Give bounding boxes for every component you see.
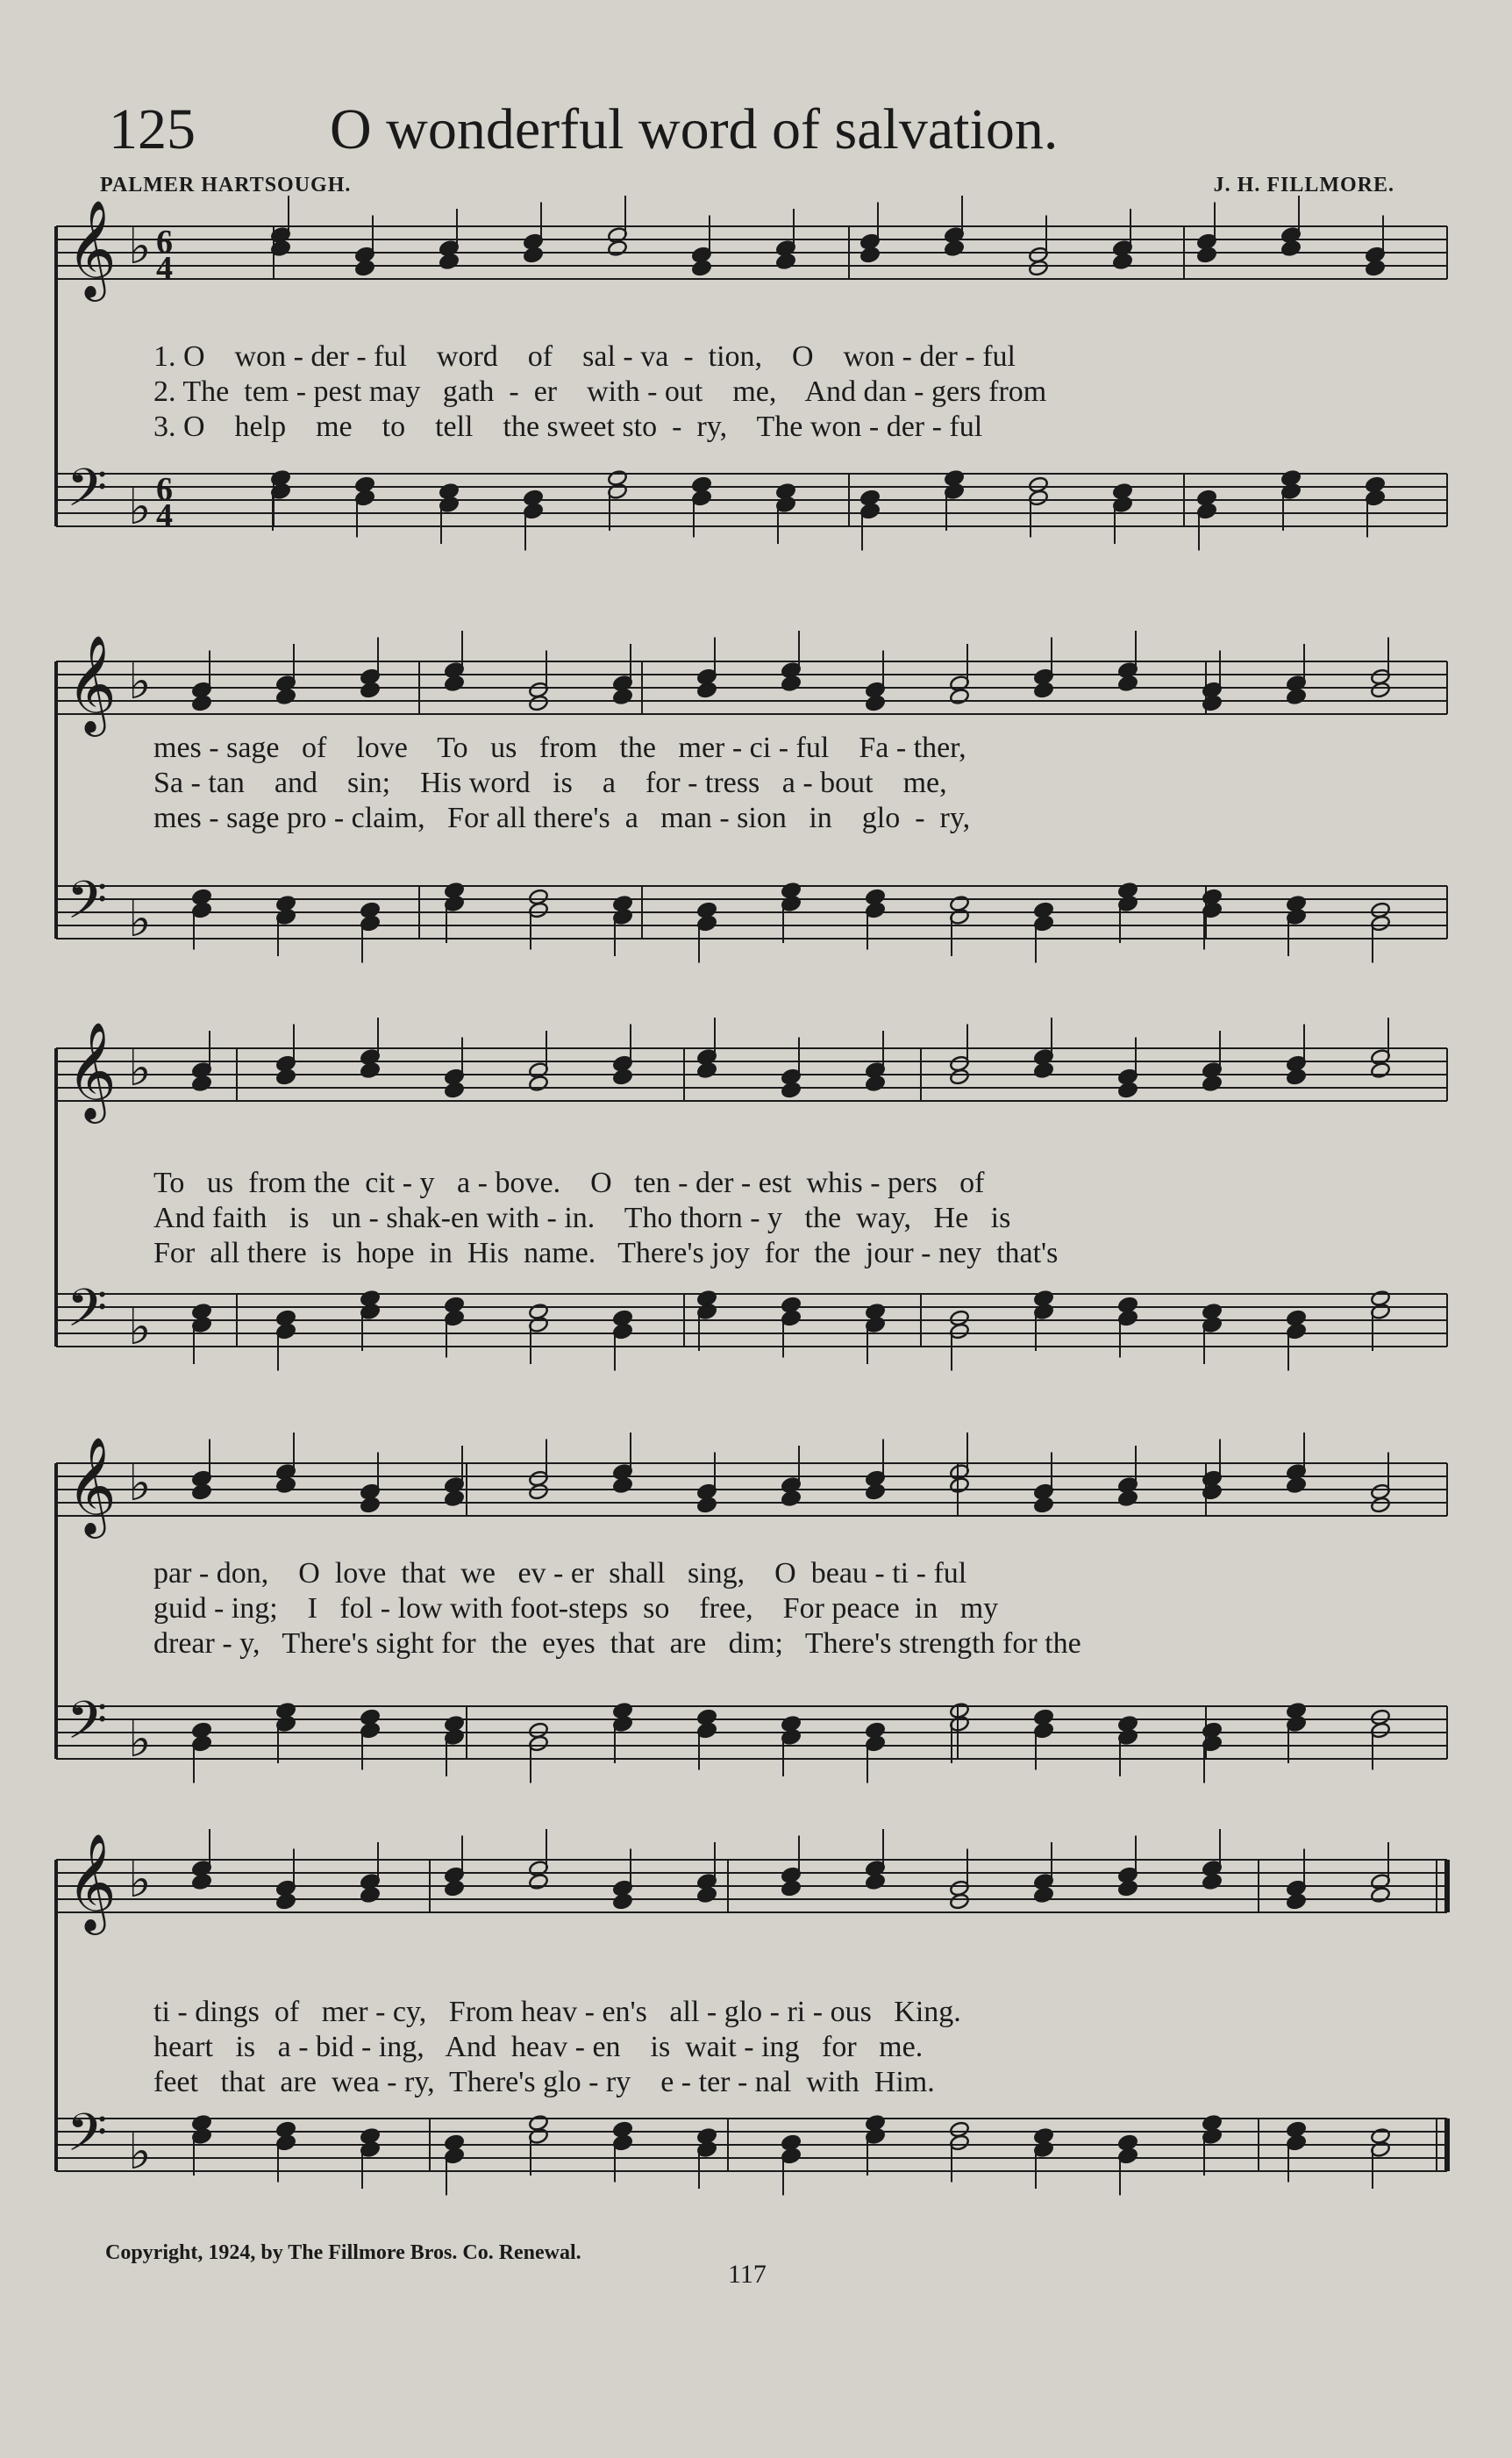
note-head	[696, 1886, 717, 1904]
treble-clef: 𝄞	[67, 634, 117, 732]
lyric-line: mes - sage of love To us from the mer - ci - ful Fa - ther,	[153, 732, 966, 764]
flat-sign: ♭	[128, 1711, 152, 1768]
note-head	[191, 1483, 212, 1501]
note-head	[696, 682, 717, 699]
flat-sign: ♭	[128, 2124, 152, 2181]
note-head	[1370, 1497, 1391, 1514]
lyric-line: For all there is hope in His name. There's joy for the jour - ney that's	[153, 1237, 1059, 1269]
time-signature-top: 6	[156, 471, 173, 508]
note-head	[354, 260, 375, 277]
note-head	[275, 1476, 296, 1494]
note-head	[444, 1082, 465, 1099]
note-head	[1117, 1490, 1138, 1507]
note-head	[1028, 260, 1049, 277]
note-head	[865, 1075, 886, 1092]
treble-clef: 𝄞	[67, 199, 117, 297]
note-head	[775, 253, 796, 270]
note-head	[1117, 675, 1138, 692]
note-head	[696, 1061, 717, 1079]
note-head	[781, 1880, 802, 1897]
author-credit: PALMER HARTSOUGH.	[100, 174, 352, 196]
note-head	[944, 239, 965, 257]
flat-sign: ♭	[128, 1299, 152, 1356]
note-head	[191, 1075, 212, 1092]
lyric-line: Sa - tan and sin; His word is a for - tress a - bout me,	[153, 767, 947, 799]
note-head	[1033, 1061, 1054, 1079]
note-head	[528, 1873, 549, 1890]
note-head	[528, 1483, 549, 1501]
note-head	[1117, 1880, 1138, 1897]
flat-sign: ♭	[128, 218, 152, 275]
note-head	[865, 695, 886, 712]
bass-clef: 𝄢	[67, 2102, 108, 2176]
note-head	[1286, 688, 1307, 705]
note-head	[1202, 695, 1223, 712]
note-head	[360, 1497, 381, 1514]
note-head	[1117, 1082, 1138, 1099]
note-head	[1370, 1886, 1391, 1904]
flat-sign: ♭	[128, 1455, 152, 1512]
time-signature-top: 6	[156, 224, 173, 261]
note-head	[781, 1082, 802, 1099]
note-head	[949, 1068, 970, 1086]
lyric-line: To us from the cit - y a - bove. O ten - der - est whis - pers of	[153, 1167, 985, 1199]
note-head	[949, 1476, 970, 1494]
note-head	[1033, 682, 1054, 699]
note-head	[1280, 239, 1302, 257]
note-head	[1286, 1476, 1307, 1494]
note-head	[528, 1075, 549, 1092]
note-head	[1112, 253, 1133, 270]
note-head	[1286, 1893, 1307, 1911]
treble-clef: 𝄞	[67, 1436, 117, 1534]
note-head	[612, 1068, 633, 1086]
flat-sign: ♭	[128, 479, 152, 536]
treble-clef: 𝄞	[67, 1833, 117, 1931]
note-head	[275, 688, 296, 705]
note-head	[949, 688, 970, 705]
note-head	[691, 260, 712, 277]
note-head	[275, 1893, 296, 1911]
note-head	[607, 239, 628, 257]
note-head	[360, 1886, 381, 1904]
lyric-line: And faith is un - shak-en with - in. Tho thorn - y the way, He is	[153, 1202, 1011, 1234]
lyric-line: par - don, O love that we ev - er shall sing, O beau - ti - ful	[153, 1557, 967, 1590]
note-head	[1286, 1068, 1307, 1086]
note-head	[360, 1061, 381, 1079]
bass-clef: 𝄢	[67, 1690, 108, 1763]
note-head	[191, 1873, 212, 1890]
note-head	[360, 682, 381, 699]
lyric-line: feet that are wea - ry, There's glo - ry e - ter - nal with Him.	[153, 2066, 935, 2098]
note-head	[612, 1893, 633, 1911]
note-head	[865, 1873, 886, 1890]
note-head	[523, 247, 544, 264]
bass-clef: 𝄢	[67, 869, 108, 943]
note-head	[1370, 1061, 1391, 1079]
hymn-title: O wonderful word of salvation.	[330, 97, 1059, 161]
bass-clef: 𝄢	[67, 1277, 108, 1351]
bass-clef: 𝄢	[67, 457, 108, 531]
note-head	[1370, 682, 1391, 699]
lyric-line: drear - y, There's sight for the eyes that are dim; There's strength for the	[153, 1627, 1081, 1660]
note-head	[444, 1490, 465, 1507]
note-head	[1033, 1497, 1054, 1514]
treble-clef: 𝄞	[67, 1021, 117, 1119]
note-head	[444, 1880, 465, 1897]
lyric-line: 2. The tem - pest may gath - er with - out me, And dan - gers from	[153, 375, 1047, 408]
note-head	[1202, 1483, 1223, 1501]
note-head	[275, 1068, 296, 1086]
lyric-line: 1. O won - der - ful word of sal - va - tion, O won - der - ful	[153, 340, 1016, 373]
note-head	[859, 247, 881, 264]
note-head	[612, 1476, 633, 1494]
note-head	[781, 675, 802, 692]
copyright-notice: Copyright, 1924, by The Fillmore Bros. Co. Renewal.	[105, 2241, 581, 2264]
flat-sign: ♭	[128, 891, 152, 948]
time-signature-bottom: 4	[156, 497, 173, 534]
page-number: 117	[728, 2260, 767, 2289]
lyric-line: heart is a - bid - ing, And heav - en is wait - ing for me.	[153, 2031, 924, 2063]
flat-sign: ♭	[128, 1040, 152, 1097]
flat-sign: ♭	[128, 654, 152, 711]
note-head	[1196, 247, 1217, 264]
note-head	[781, 1490, 802, 1507]
lyric-line: 3. O help me to tell the sweet sto - ry, The won - der - ful	[153, 411, 983, 443]
note-head	[949, 1893, 970, 1911]
note-head	[528, 695, 549, 712]
note-head	[1365, 260, 1386, 277]
note-head	[1202, 1873, 1223, 1890]
note-head	[444, 675, 465, 692]
flat-sign: ♭	[128, 1852, 152, 1909]
note-head	[696, 1497, 717, 1514]
hymn-number: 125	[109, 97, 196, 161]
lyric-line: ti - dings of mer - cy, From heav - en's all - glo - ri - ous King.	[153, 1996, 961, 2028]
time-signature-bottom: 4	[156, 250, 173, 287]
note-head	[612, 688, 633, 705]
note-head	[191, 695, 212, 712]
note-head	[439, 253, 460, 270]
composer-credit: J. H. FILLMORE.	[1213, 174, 1394, 196]
lyric-line: mes - sage pro - claim, For all there's a man - sion in glo - ry,	[153, 802, 971, 834]
note-head	[1033, 1886, 1054, 1904]
lyric-line: guid - ing; I fol - low with foot-steps so free, For peace in my	[153, 1592, 999, 1625]
note-head	[1202, 1075, 1223, 1092]
note-head	[865, 1483, 886, 1501]
